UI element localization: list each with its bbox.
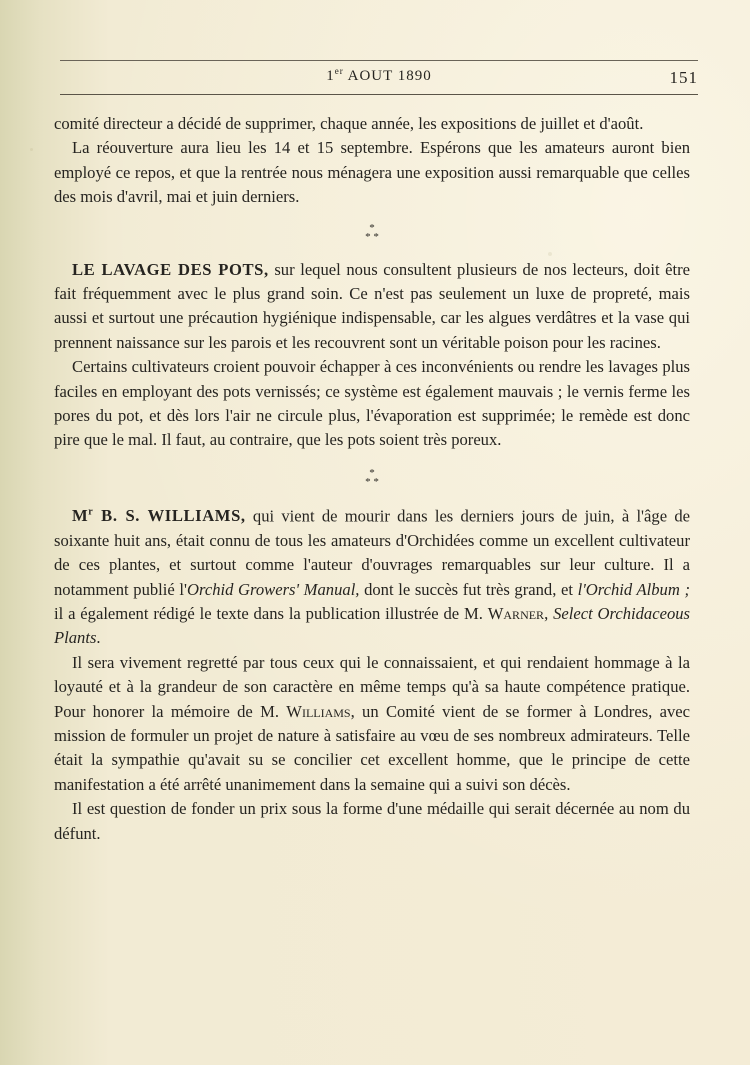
book-title: Orchid Growers' Manual,: [187, 579, 360, 599]
running-head: [60, 64, 698, 90]
asterism-separator: * * *: [365, 466, 379, 488]
section-heading-williams: $M^r$ B. S. WILLIAMS,: [72, 506, 246, 526]
section-heading-pot-washing: LE LAVAGE DES POTS,: [72, 259, 269, 279]
paragraph-pot-washing: LE LAVAGE DES POTS, sur lequel nous consultent plusieurs de nos lecteurs, doit être fait fréquemment avec le plus grand soin. Ce n'est pas seulement un luxe de propreté, mais aussi et surtout une précaution hygiénique indispensable, car les algues verdâtres et la vase qui prennent naissance sur les parois et les recouvrent sont un véritable poison pour les racines.: [54, 259, 691, 352]
page-number: 151: [669, 68, 698, 87]
article-body: [54, 112, 690, 846]
paragraph-glazed-pots: Certains cultivateurs croient pouvoir échapper à ces inconvénients ou rendre les lavages plus faciles en employant des pots vernissés; ce système est également mauvais ; le vernis ferme les pores du pot, et dès lors l'air ne circule plus, l'évaporation est supprimée; le remède est donc pire que le mal. Il faut, au contraire, que les pots soient très poreux.: [54, 357, 690, 450]
paragraph-medal-prize: Il est question de fonder un prix sous la forme d'une médaille qui serait décernée au nom du défunt.: [54, 799, 690, 843]
header-rule-top: [60, 60, 698, 61]
asterism-separator: * * *: [365, 221, 379, 243]
paragraph-williams-obituary: $M^r$ B. S. WILLIAMS, qui vient de mourir dans les derniers jours de juin, à l'âge de soixante huit ans, était connu de tous les amateurs d'Orchidées comme un excellent cultivateur de ces plantes, et surtout comme l'auteur d'ouvrages remarquables sur leur culture. Il a notamment publié l'Orchid Growers' Manual, dont le succès fut très grand, et l'Orchid Album ; il a également rédigé le texte dans la publication illustrée de M. Warner, Select Orchidaceous Plants.: [54, 506, 691, 648]
book-title: Select Orchidaceous Plants: [54, 604, 691, 648]
header-rule-bottom: [60, 94, 698, 95]
paragraph-exhibitions-end: comité directeur a décidé de supprimer, chaque année, les expositions de juillet et d'août.: [54, 114, 644, 133]
paper-stain: [30, 148, 33, 151]
paragraph-memorial-committee: Il sera vivement regretté par tous ceux qui le connaissaient, et qui rendaient hommage à la loyauté et à la grandeur de son caractère en même temps qu'à sa haute compétence pratique. Pour honorer la mémoire de M. Williams, un Comité vient de se former à Londres, avec mission de formuler un projet de nature à satisfaire au vœu de ses nombreux admirateurs. Telle était la sympathie qu'avait su se concilier cet excellent homme, que le principe de cette manifestation a été arrêté unanimement dans la semaine qui a suivi son décès.: [54, 652, 690, 794]
book-title: l'Orchid Album ;: [577, 579, 690, 599]
issue-date: 1er AOUT 1890: [326, 66, 432, 84]
paragraph-reopening: La réouverture aura lieu les 14 et 15 septembre. Espérons que les amateurs auront bien employé ce repos, et que la rentrée nous ménagera une exposition aussi remarquable que celles des mois d'avril, mai et juin derniers.: [54, 138, 690, 207]
